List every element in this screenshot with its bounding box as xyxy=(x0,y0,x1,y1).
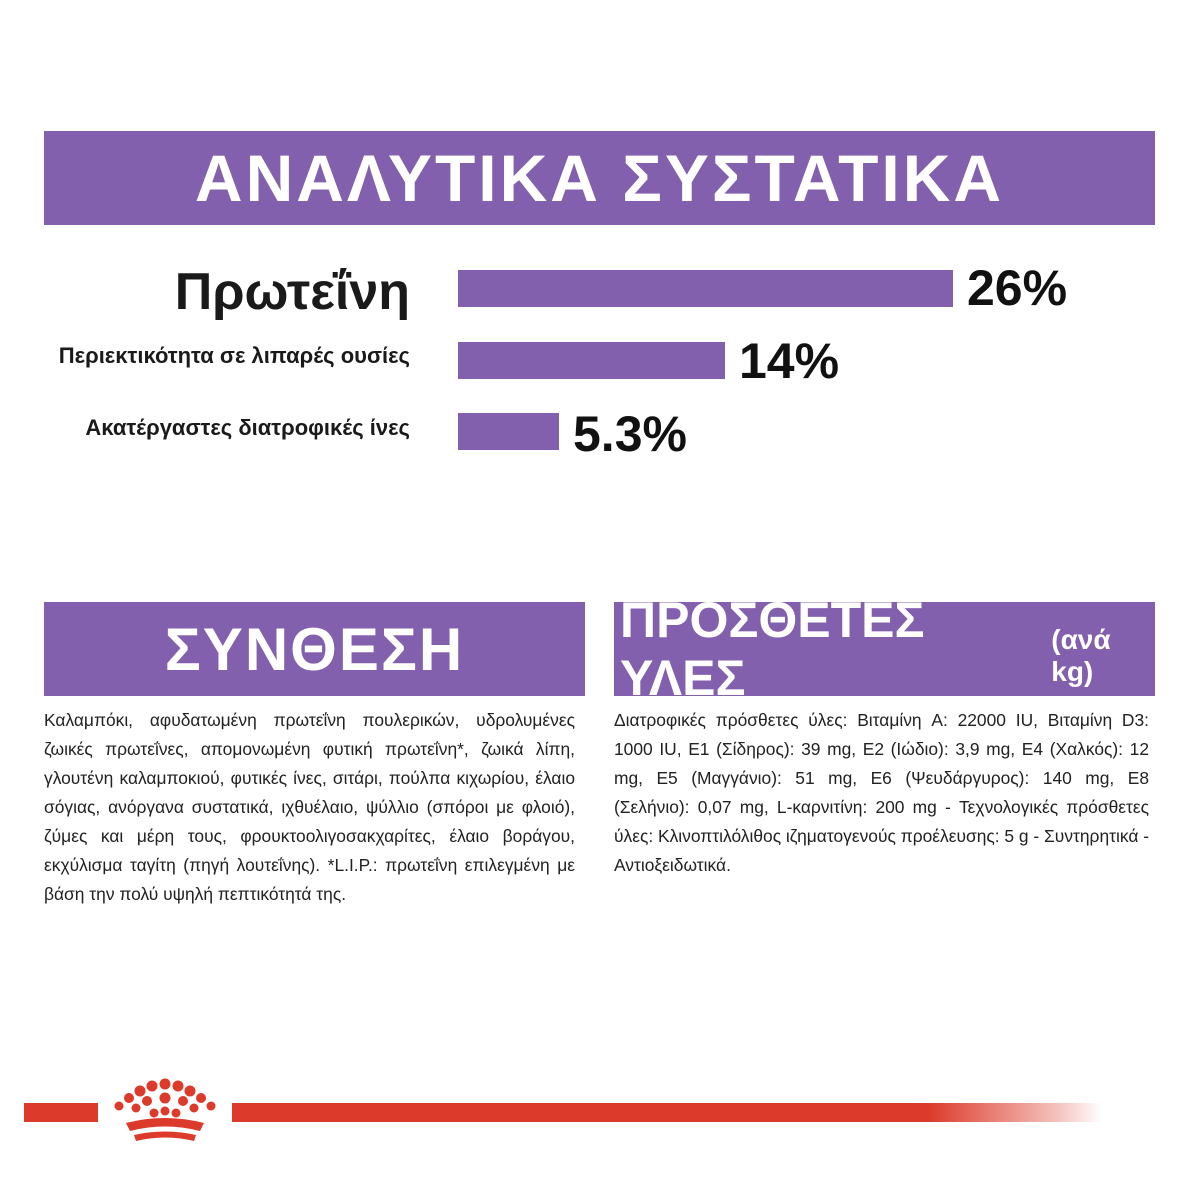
protein-label: Πρωτεΐνη xyxy=(174,263,410,321)
composition-banner xyxy=(44,602,585,696)
composition-title: ΣΥΝΘΕΣΗ xyxy=(164,615,465,683)
composition-text: Καλαμπόκι, αφυδατωμένη πρωτεΐνη πουλερικών, υδρολυμένες ζωικές πρωτεΐνες, απομονωμένη φυτική πρωτεΐνη*, ζωικά λίπη, γλουτένη καλαμποκιού, φυτικές ίνες, σιτάρι, πούλπα κιχωρίου, έλαιο σόγιας, ανόργανα συστατικά, ιχθυέλαιο, ψύλλιο (σπόροι με φλοιό), ζύμες και μέρη τους, φρουκτοολιγοσακχαρίτες, έλαιο βοράγου, εκχύλισμα ταγίτη (πηγή λουτεΐνης). *L.I.P.: πρωτεΐνη επιλεγμένη με βάση την πολύ υψηλή πεπτικότητά της. xyxy=(44,710,575,904)
protein-bar xyxy=(458,270,953,307)
additives-unit: (ανά kg) xyxy=(1051,624,1111,687)
crude-fibres-value: 5.3% xyxy=(573,406,687,462)
footer-line-right xyxy=(232,1103,1102,1122)
crude-fibres-label: Ακατέργαστες διατροφικές ίνες xyxy=(85,415,410,440)
footer-line-left xyxy=(24,1103,98,1122)
additives-text: Διατροφικές πρόσθετες ύλες: Βιταμίνη A: 22000 IU, Βιταμίνη D3: 1000 IU, E1 (Σίδηρος): 39 mg, E2 (Ιώδιο): 3,9 mg, E4 (Χαλκός): 12 mg, E5 (Μαγγάνιο): 51 mg, E6 (Ψευδάργυρος): 140 mg, E8 (Σελήνιο): 0,07 mg, L-καρνιτίνη: 200 mg - Τεχνολογικές πρόσθετες ύλες: Κλινοπτιλόλιθος ιζηματογενούς προέλευσης: 5 g - Συντηρητικά - Αντιοξειδωτικά. xyxy=(614,710,1150,875)
protein-value: 26% xyxy=(967,260,1068,316)
fat-content-label: Περιεκτικότητα σε λιπαρές ουσίες xyxy=(58,343,410,368)
fat-content-value: 14% xyxy=(739,333,840,389)
analytic-title: ΑΝΑΛΥΤΙΚΑ ΣΥΣΤΑΤΙΚΑ xyxy=(194,141,1005,215)
analytic-constituents-banner xyxy=(44,131,1155,225)
additives-banner xyxy=(614,592,1155,706)
crown-logo-icon xyxy=(102,1077,228,1147)
crude-fibres-bar xyxy=(458,413,559,450)
additives-title: ΠΡΟΣΘΕΤΕΣ ΥΛΕΣ xyxy=(620,592,925,706)
fat-content-bar xyxy=(458,342,725,379)
